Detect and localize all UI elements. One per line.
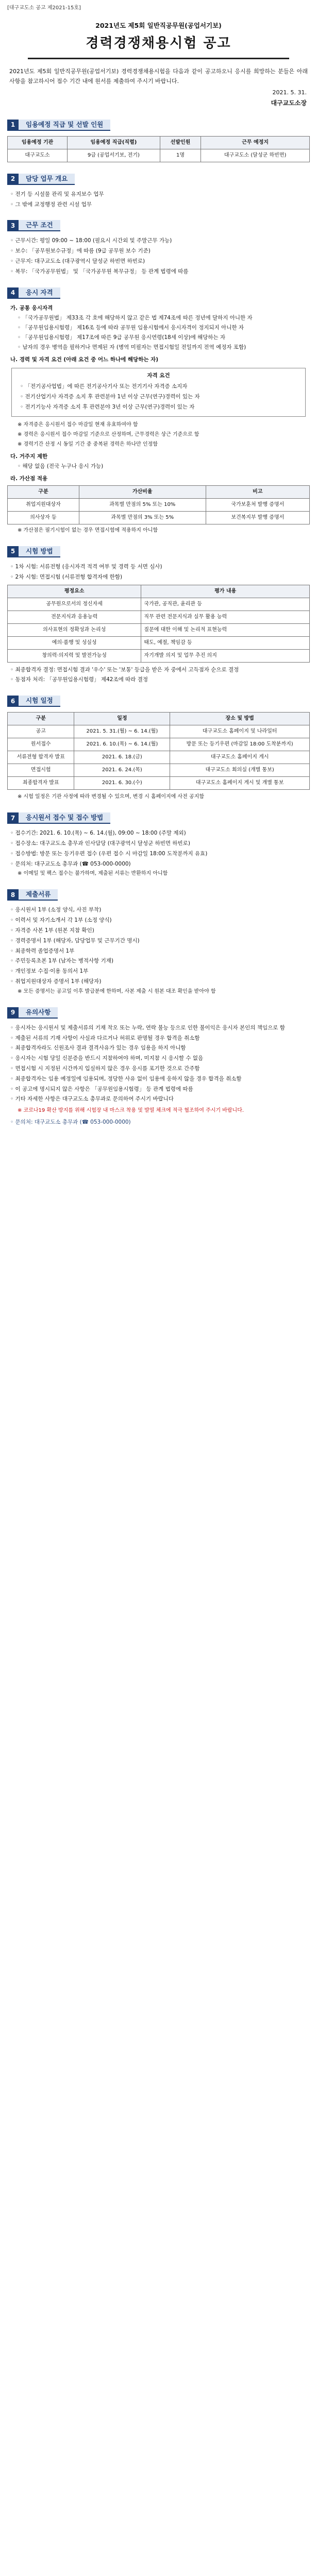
table-cell: 취업지원대상자: [8, 499, 79, 512]
table-cell: 과목별 만점의 5% 또는 10%: [79, 499, 206, 512]
bonus-table: [7, 485, 310, 524]
table-cell: 보건복지부 발행 증명서: [206, 512, 309, 524]
issuer: 대구교도소장: [271, 99, 307, 107]
section-header: [7, 696, 310, 707]
section-header: [7, 120, 310, 131]
notice-line: ◦ 이 공고에 명시되지 않은 사항은 「공무원임용시험령」 등 관계 법령에 따름: [10, 1086, 193, 1092]
document-line: ◦ 자격증 사본 1부 (원본 지참 확인): [10, 927, 94, 934]
table-row: [8, 499, 310, 512]
section-title: 제출서류: [19, 889, 58, 901]
table-cell: 2021. 5. 31.(월) ~ 6. 14.(월): [74, 725, 170, 738]
subsection-title: 가. 공통 응시자격: [10, 304, 53, 311]
table-cell: 과목별 만점의 3% 또는 5%: [79, 512, 206, 524]
header: [7, 21, 310, 59]
qualification-line: ◦ 전기산업기사 자격증 소지 후 관련분야 1년 이상 근무(연구)경력이 있는 자: [20, 394, 200, 400]
subsection-title: 라. 가산점 적용: [10, 476, 48, 482]
table-row: [8, 611, 310, 623]
evaluation-table: [7, 585, 310, 663]
table-row: [8, 598, 310, 611]
table-header: 평가 내용: [141, 585, 310, 598]
notice-line: ◦ 최종합격자라도 신원조사 결과 결격사유가 있는 경우 임용을 하지 아니함: [10, 1045, 186, 1052]
table-header: 평정요소: [8, 585, 141, 598]
notice-line: ◦ 최종합격자는 임용 예정일에 임용되며, 정당한 사유 없이 임용에 응하지 않을 경우 합격을 취소함: [10, 1075, 242, 1082]
table-row: [8, 738, 310, 751]
contact-line: ◦ 문의처: 대구교도소 총무과 (☎ 053-000-0000): [10, 1119, 131, 1126]
duty-line: ◦ 그 밖에 교정행정 관련 시설 업무: [10, 201, 92, 208]
section-header: [7, 812, 310, 824]
table-cell: 의사표현의 정확성과 논리성: [8, 623, 141, 636]
section-documents: [7, 889, 310, 995]
table-header: 구분: [8, 486, 79, 499]
table-header: 일정: [74, 713, 170, 725]
section-notices: [7, 1007, 310, 1127]
section-exam-method: [7, 546, 310, 684]
method-line: ◦ 최종합격자 결정: 면접시험 결과 '우수' 또는 '보통' 등급을 받은 자 중에서 고득점자 순으로 결정: [10, 666, 239, 673]
condition-line: ◦ 복무: 「국가공무원법」 및 「국가공무원 복무규정」 등 관계 법령에 따름: [10, 268, 189, 275]
header-subtitle: 2021년도 제5회 일반직공무원(공업서기보): [95, 22, 222, 29]
table-header: 구분: [8, 713, 74, 725]
qualification-box: [11, 368, 306, 416]
eligibility-line: ◦ 「공무원임용시험령」 제16조 등에 따라 공무원 임용시험에서 응시자격이 정지되지 아니한 자: [18, 325, 244, 331]
table-row: [8, 149, 310, 162]
table-header: 선발인원: [160, 136, 201, 149]
document-line: ◦ 주민등록초본 1부 (남자는 병적사항 기재): [10, 958, 114, 964]
application-line: ◦ 접수장소: 대구교도소 총무과 인사담당 (대구광역시 달성군 하빈면 하빈로): [10, 840, 190, 846]
method-line: ◦ 2차 시험: 면접시험 (서류전형 합격자에 한함): [10, 573, 123, 580]
announcement-number: [대구교도소 공고 제2021-15호]: [7, 5, 81, 11]
section-number: 6: [7, 696, 19, 707]
notice-line: ◦ 기타 자세한 사항은 대구교도소 총무과로 문의하여 주시기 바랍니다: [10, 1096, 174, 1103]
table-cell: 국가보훈처 발행 증명서: [206, 499, 309, 512]
section-schedule: [7, 696, 310, 801]
table-cell: 공무원으로서의 정신자세: [8, 598, 141, 611]
section-number: 4: [7, 287, 19, 299]
table-cell: 의사상자 등: [8, 512, 79, 524]
table-cell: 창의력·의지력 및 발전가능성: [8, 649, 141, 662]
table-row: [8, 636, 310, 649]
section-title: 근무 조건: [19, 220, 60, 231]
table-cell: 대구교도소 홈페이지 및 나라일터: [170, 725, 310, 738]
condition-line: ◦ 근무지: 대구교도소 (대구광역시 달성군 하빈면 하빈로): [10, 258, 145, 265]
table-header: 비고: [206, 486, 309, 499]
table-cell: 대구교도소 홈페이지 게시 및 개별 통보: [170, 777, 310, 790]
notice-line: ◦ 면접시험 시 지정된 시간까지 입실하지 않은 경우 응시를 포기한 것으로 간주함: [10, 1065, 200, 1072]
section-number: 9: [7, 1007, 19, 1019]
method-line: ◦ 동점자 처리: 「공무원임용시험령」 제42조에 따라 결정: [10, 676, 148, 683]
table-header: 가산비율: [79, 486, 206, 499]
closing-note: ※ 코로나19 확산 방지를 위해 시험장 내 마스크 착용 및 발열 체크에 적극 협조하여 주시기 바랍니다.: [18, 1108, 244, 1114]
application-line: ◦ 접수방법: 방문 또는 등기우편 접수 (우편 접수 시 마감일 18:00 도착분까지 유효): [10, 850, 208, 857]
qualification-line: ◦ 전기기능사 자격증 소지 후 관련분야 3년 이상 근무(연구)경력이 있는 자: [20, 403, 195, 410]
section-conditions: [7, 220, 310, 276]
application-line: ◦ 접수기간: 2021. 6. 10.(목) ~ 6. 14.(월), 09:00 ~ 18:00 (주말 제외): [10, 830, 186, 837]
section-title: 응시 자격: [19, 287, 60, 299]
table-cell: 대구교도소 홈페이지 게시: [170, 751, 310, 764]
table-cell: 원서접수: [8, 738, 74, 751]
note-line: ※ 이메일 및 팩스 접수는 불가하며, 제출된 서류는 반환하지 아니함: [18, 871, 168, 877]
table-row: [8, 725, 310, 738]
announcement-date: 2021. 5. 31.: [272, 89, 307, 96]
section-title: 응시원서 접수 및 접수 방법: [19, 812, 110, 824]
document-line: ◦ 응시원서 1부 (소정 양식, 사진 부착): [10, 907, 102, 913]
note-line: ※ 가산점은 필기시험이 없는 경우 면접시험에 적용하지 아니함: [18, 528, 158, 534]
qualification-box-title: 자격 요건: [147, 372, 170, 379]
notice-line: ◦ 응시자는 응시원서 및 제출서류의 기재 착오 또는 누락, 연락 불능 등으로 인한 불이익은 응시자 본인의 책임으로 함: [10, 1024, 285, 1031]
table-row: [8, 512, 310, 524]
notice-line: ◦ 제출된 서류의 기재 사항이 사실과 다르거나 허위로 판명될 경우 합격을 취소함: [10, 1035, 200, 1041]
document-line: ◦ 최종학력 졸업증명서 1부: [10, 947, 75, 954]
section-number: 1: [7, 120, 19, 131]
duty-line: ◦ 전기 등 시설물 관리 및 유지보수 업무: [10, 191, 104, 197]
document-line: ◦ 이력서 및 자기소개서 각 1부 (소정 양식): [10, 917, 112, 924]
table-cell: 2021. 6. 24.(목): [74, 764, 170, 777]
table-cell: 자기개발 의지 및 업무 추진 의지: [141, 649, 310, 662]
section-application: [7, 812, 310, 878]
section-number: 5: [7, 546, 19, 557]
section-header: [7, 174, 310, 185]
note-line: ※ 경력은 응시원서 접수 마감일 기준으로 산정하며, 근무경력은 상근 기준으로 함: [18, 431, 199, 437]
intro-text: 2021년도 제5회 일반직공무원(공업서기보) 경력경쟁채용시험을 다음과 같이 공고하오니 응시를 희망하는 분들은 아래 사항을 참고하시어 접수 기간 내에 원서를 제출하여 주시기 바랍니다.: [9, 67, 308, 84]
document-line: ◦ 경력증명서 1부 (해당자, 담당업무 및 근무기간 명시): [10, 937, 140, 944]
table-header-row: [8, 136, 310, 149]
table-header: 임용예정 직급(직렬): [68, 136, 160, 149]
section-title: 담당 업무 개요: [19, 174, 75, 185]
section-header: [7, 287, 310, 299]
section-title: 시험 방법: [19, 546, 60, 557]
schedule-table: [7, 712, 310, 790]
application-line: ◦ 문의처: 대구교도소 총무과 (☎ 053-000-0000): [10, 860, 131, 867]
note-line: ※ 경력기간 산정 시 동일 기간 중 중복된 경력은 하나만 인정함: [18, 441, 158, 447]
qualification-line: ◦ 「전기공사업법」에 따른 전기공사기사 또는 전기기사 자격증 소지자: [20, 383, 188, 390]
table-cell: 공고: [8, 725, 74, 738]
eligibility-line: ◦ 「공무원임용시험령」 제17조에 따른 9급 공무원 응시연령(18세 이상)에 해당하는 자: [18, 334, 226, 341]
table-row: [8, 751, 310, 764]
residence-line: ◦ 해당 없음 (전국 누구나 응시 가능): [18, 463, 104, 470]
table-cell: 대구교도소: [8, 149, 68, 162]
document-line: ◦ 개인정보 수집·이용 동의서 1부: [10, 968, 89, 975]
note-line: ※ 자격증은 응시원서 접수 마감일 현재 유효하여야 함: [18, 421, 138, 428]
table-cell: 방문 또는 등기우편 (마감일 18:00 도착분까지): [170, 738, 310, 751]
table-cell: 대구교도소 회의실 (개별 통보): [170, 764, 310, 777]
table-cell: 최종합격자 발표: [8, 777, 74, 790]
table-row: [8, 777, 310, 790]
section-number: 8: [7, 889, 19, 901]
section-header: [7, 546, 310, 557]
eligibility-line: ◦ 남자의 경우 병역을 필하거나 면제된 자 (병역 미필자는 면접시험일 전일까지 전역 예정자 포함): [18, 344, 246, 350]
section-header: [7, 889, 310, 901]
table-header-row: [8, 486, 310, 499]
header-rule: [28, 58, 289, 59]
section-number: 3: [7, 220, 19, 231]
table-row: [8, 764, 310, 777]
notice-line: ◦ 응시자는 시험 당일 신분증을 반드시 지참하여야 하며, 미지참 시 응시할 수 없음: [10, 1055, 204, 1062]
table-cell: 예의·품행 및 성실성: [8, 636, 141, 649]
table-cell: 전문지식과 응용능력: [8, 611, 141, 623]
table-cell: 1명: [160, 149, 201, 162]
table-row: [8, 623, 310, 636]
table-cell: 서류전형 합격자 발표: [8, 751, 74, 764]
table-cell: 면접시험: [8, 764, 74, 777]
table-cell: 9급 (공업서기보, 전기): [68, 149, 160, 162]
section-eligibility: [7, 287, 310, 535]
eligibility-line: ◦ 「국가공무원법」 제33조 각 호에 해당하지 않고 같은 법 제74조에 따른 정년에 달하지 아니한 자: [18, 315, 253, 321]
table-header: 임용예정 기관: [8, 136, 68, 149]
section-number: 7: [7, 812, 19, 824]
table-cell: 2021. 6. 30.(수): [74, 777, 170, 790]
table-cell: 직무 관련 전문지식과 실무 활용 능력: [141, 611, 310, 623]
section-number: 2: [7, 174, 19, 185]
section-header: [7, 1007, 310, 1019]
subsection-title: 다. 거주지 제한: [10, 453, 48, 460]
note-line: ※ 시험 일정은 기관 사정에 따라 변경될 수 있으며, 변경 시 홈페이지에 사전 공지함: [18, 794, 205, 800]
table-cell: 질문에 대한 이해 및 논리적 표현능력: [141, 623, 310, 636]
table-header: 근무 예정지: [201, 136, 310, 149]
table-row: [8, 649, 310, 662]
positions-table: [7, 136, 310, 162]
section-title: 임용예정 직급 및 선발 인원: [19, 120, 110, 131]
section-header: [7, 220, 310, 231]
condition-line: ◦ 보수: 「공무원보수규정」에 따름 (9급 공무원 보수 기준): [10, 248, 151, 255]
section-positions: [7, 120, 310, 162]
table-cell: 태도, 예절, 책임감 등: [141, 636, 310, 649]
subsection-title: 나. 경력 및 자격 요건 (아래 요건 중 어느 하나에 해당하는 자): [10, 356, 159, 363]
method-line: ◦ 1차 시험: 서류전형 (응시자격 적격 여부 및 경력 등 서면 심사): [10, 564, 162, 570]
table-header: 장소 및 방법: [170, 713, 310, 725]
header-title: 경력경쟁채용시험 공고: [86, 36, 231, 51]
table-cell: 국가관, 공직관, 윤리관 등: [141, 598, 310, 611]
section-title: 시험 일정: [19, 696, 60, 707]
table-cell: 2021. 6. 10.(목) ~ 6. 14.(월): [74, 738, 170, 751]
table-header-row: [8, 585, 310, 598]
section-title: 유의사항: [19, 1007, 58, 1019]
document-line: ◦ 취업지원대상자 증명서 1부 (해당자): [10, 978, 102, 985]
section-duties: [7, 174, 310, 209]
table-cell: 2021. 6. 18.(금): [74, 751, 170, 764]
note-line: ※ 모든 증명서는 공고일 이후 발급분에 한하며, 사본 제출 시 원본 대조 확인을 받아야 함: [18, 988, 216, 994]
condition-line: ◦ 근무시간: 평일 09:00 ~ 18:00 (필요시 시간외 및 주말근무 가능): [10, 238, 172, 244]
table-header-row: [8, 713, 310, 725]
table-cell: 대구교도소 (달성군 하빈면): [201, 149, 310, 162]
